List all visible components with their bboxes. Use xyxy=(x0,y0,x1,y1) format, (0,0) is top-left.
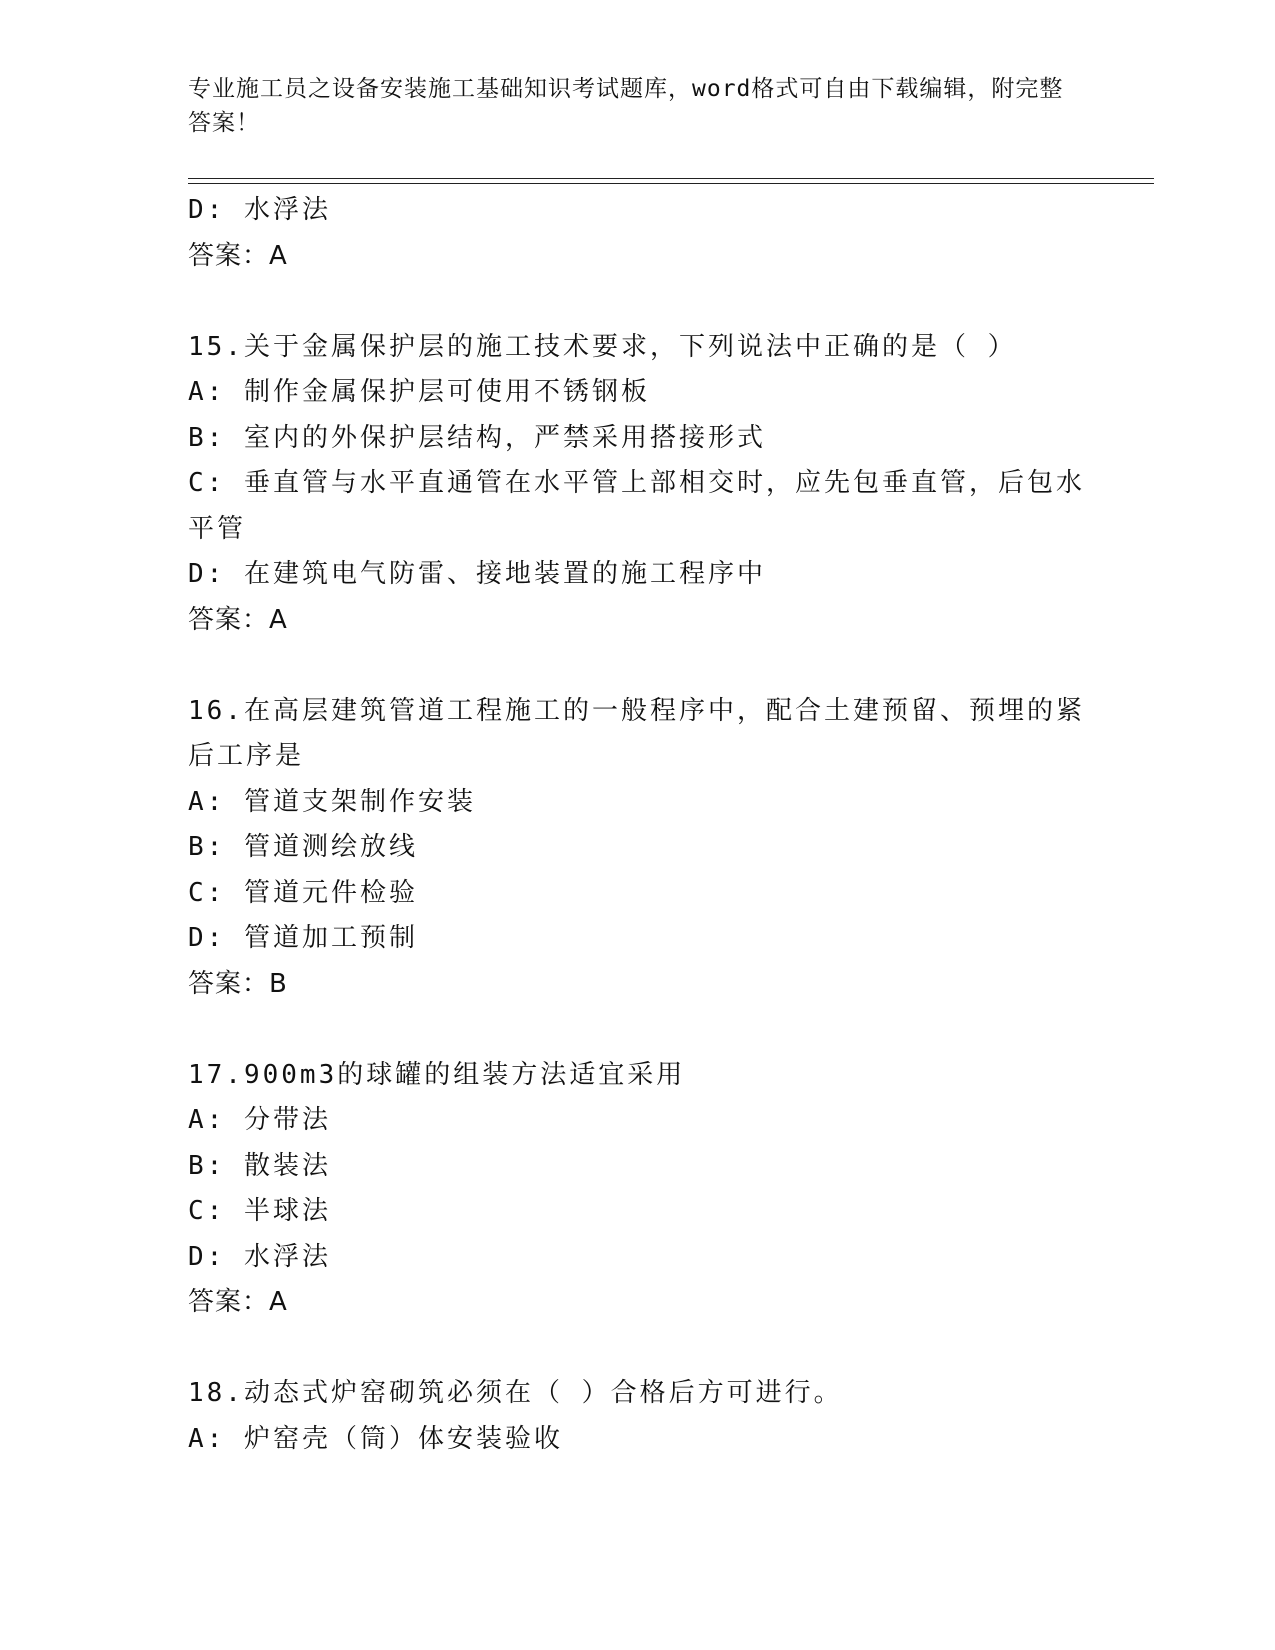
question-content xyxy=(188,188,1088,1462)
question-text: 16.在高层建筑管道工程施工的一般程序中，配合土建预留、预埋的紧后工序是 xyxy=(188,695,1085,771)
document-header: 专业施工员之设备安装施工基础知识考试题库，word格式可自由下载编辑，附完整答案！ xyxy=(188,76,1064,136)
option-a: A: 炉窑壳（筒）体安装验收 xyxy=(188,1423,563,1454)
option-d: D: 水浮法 xyxy=(188,1241,331,1272)
prev-answer: 答案：A xyxy=(188,240,288,271)
answer: 答案：A xyxy=(188,604,288,635)
answer: 答案：B xyxy=(188,968,288,999)
option-a: A: 管道支架制作安装 xyxy=(188,786,476,817)
header-divider-top xyxy=(188,178,1154,179)
question-18 xyxy=(188,1371,1088,1462)
option-b: B: 散装法 xyxy=(188,1150,331,1181)
option-c: C: 半球法 xyxy=(188,1196,331,1226)
option-b: B: 室内的外保护层结构，严禁采用搭接形式 xyxy=(188,422,766,453)
answer: 答案：A xyxy=(188,1287,288,1317)
option-a: A: 分带法 xyxy=(188,1105,331,1135)
question-text: 15.关于金属保护层的施工技术要求，下列说法中正确的是（ ） xyxy=(188,331,1017,362)
header-divider-bottom xyxy=(188,183,1154,184)
option-a: A: 制作金属保护层可使用不锈钢板 xyxy=(188,377,650,407)
option-d: D: 在建筑电气防雷、接地装置的施工程序中 xyxy=(188,559,766,589)
option-c: C: 管道元件检验 xyxy=(188,877,418,908)
question-17 xyxy=(188,1053,1088,1326)
option-b: B: 管道测绘放线 xyxy=(188,832,418,862)
option-d: D: 管道加工预制 xyxy=(188,923,418,953)
prev-option-d: D: 水浮法 xyxy=(188,195,331,225)
question-text: 18.动态式炉窑砌筑必须在（ ）合格后方可进行。 xyxy=(188,1378,843,1408)
question-text: 17.900m3的球罐的组装方法适宜采用 xyxy=(188,1059,686,1090)
option-c: C: 垂直管与水平直通管在水平管上部相交时，应先包垂直管，后包水平管 xyxy=(188,468,1085,544)
question-16 xyxy=(188,689,1088,1008)
question-15 xyxy=(188,325,1088,644)
